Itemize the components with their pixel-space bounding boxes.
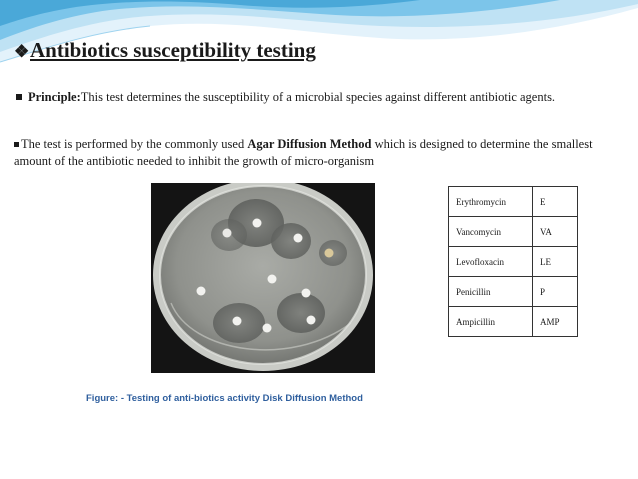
antibiotic-code: VA <box>533 217 578 247</box>
antibiotic-name: Erythromycin <box>449 187 533 217</box>
antibiotic-code: AMP <box>533 307 578 337</box>
table-row <box>449 277 578 307</box>
principle-paragraph <box>14 89 626 106</box>
table-row <box>449 217 578 247</box>
petri-dish-photo <box>151 183 375 373</box>
table-row <box>449 307 578 337</box>
method-text-after: which is designed to determine the smallest amount of the antibiotic needed to inhibit the growth of micro-organism <box>14 137 593 168</box>
antibiotic-code: E <box>533 187 578 217</box>
slide-title <box>14 38 316 63</box>
table-row <box>449 247 578 277</box>
antibiotic-name: Vancomycin <box>449 217 533 247</box>
antibiotic-table <box>448 186 578 337</box>
antibiotic-code: LE <box>533 247 578 277</box>
slide-title-text: Antibiotics susceptibility testing <box>30 38 316 62</box>
antibiotic-name: Penicillin <box>449 277 533 307</box>
method-bold: Agar Diffusion Method <box>247 137 372 151</box>
square-bullet-icon <box>16 94 22 100</box>
method-text-before: The test is performed by the commonly used <box>21 137 248 151</box>
principle-text: This test determines the susceptibility of a microbial species against different antibiotic agents. <box>80 90 556 104</box>
figure-caption: Figure: - Testing of anti-biotics activity Disk Diffusion Method <box>86 393 363 404</box>
table-row <box>449 187 578 217</box>
antibiotic-name: Levofloxacin <box>449 247 533 277</box>
principle-label: Principle: <box>28 90 81 104</box>
antibiotic-name: Ampicillin <box>449 307 533 337</box>
diamond-bullet-icon: ❖ <box>14 42 30 61</box>
antibiotic-code: P <box>533 277 578 307</box>
method-paragraph <box>14 136 626 170</box>
arrow-bullet-icon <box>14 142 19 147</box>
